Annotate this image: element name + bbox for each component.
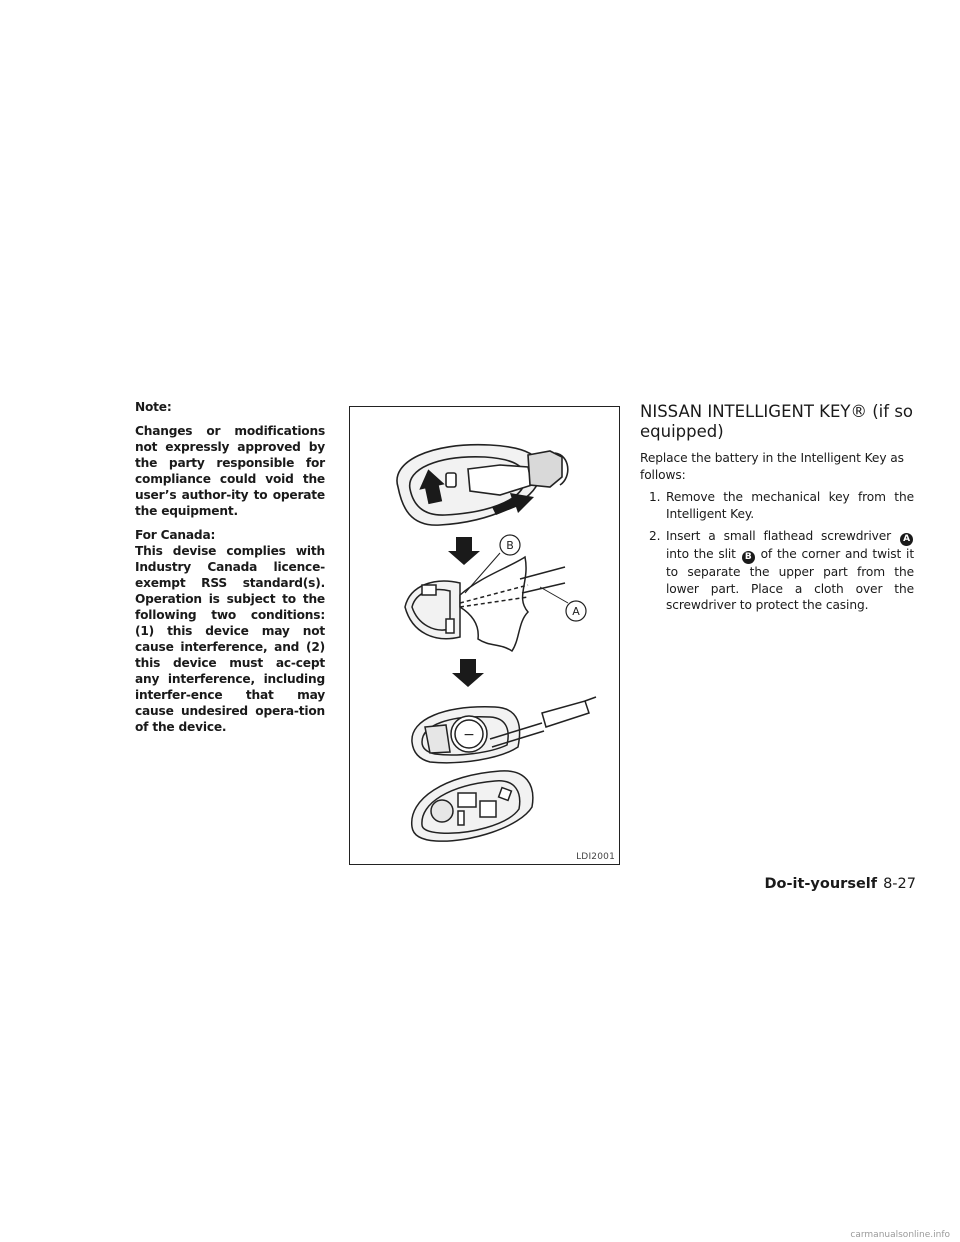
figure-code: LDI2001 — [576, 852, 615, 862]
step-text: Remove the mechanical key from the Intelligent Key. — [666, 490, 914, 521]
step-text-part: into the slit — [666, 547, 736, 561]
key-battery-figure — [349, 406, 620, 865]
note-label: Note: — [135, 400, 172, 414]
page-number: 8-27 — [883, 876, 916, 892]
steps-list — [640, 489, 914, 614]
step-text-part: of the corner and twist it to separate the upper part from the lower part. Place a cloth over the screwdriver to protect the casing. — [666, 547, 915, 612]
key-lower-half — [412, 771, 533, 841]
callout-a-icon: A — [900, 533, 913, 546]
left-column — [135, 399, 325, 743]
intro-text: Replace the battery in the Intelligent Key as follows: — [640, 451, 904, 482]
callout-a-marker — [540, 587, 586, 621]
note-text: Changes or modifications not expressly approved by the party responsible for compliance could void the user’s author-ity to operate the equipment. — [135, 424, 325, 518]
right-column — [640, 402, 914, 620]
label-b: B — [506, 539, 514, 552]
arrow-down-icon — [452, 659, 484, 687]
watermark: carmanualsonline.info — [850, 1230, 950, 1240]
step-number: 2. — [649, 529, 661, 543]
key-upper-half — [412, 697, 596, 763]
canada-text: This devise complies with Industry Canada licence-exempt RSS standard(s). Operation is subject to the following two conditions: (1) this device may not cause interference, and (2) this device must ac-cept any interference, including interfer-ence that may cause undesired opera-tion of the device. — [135, 544, 325, 734]
step-text-part: Insert a small flathead screwdriver — [666, 529, 892, 543]
key-illustration — [350, 407, 619, 864]
key-fob-middle — [405, 557, 565, 651]
canada-label: For Canada: — [135, 528, 216, 542]
section-heading: NISSAN INTELLIGENT KEY® (if so equipped) — [640, 402, 914, 441]
list-item — [640, 528, 914, 614]
label-a: A — [572, 605, 580, 618]
footer-section: Do-it-yourself — [764, 876, 878, 892]
step-number: 1. — [649, 490, 661, 504]
list-item — [640, 489, 914, 522]
callout-b-icon: B — [742, 551, 755, 564]
page-footer — [765, 876, 917, 892]
arrow-down-icon — [448, 537, 480, 565]
battery-sign: − — [463, 727, 475, 743]
